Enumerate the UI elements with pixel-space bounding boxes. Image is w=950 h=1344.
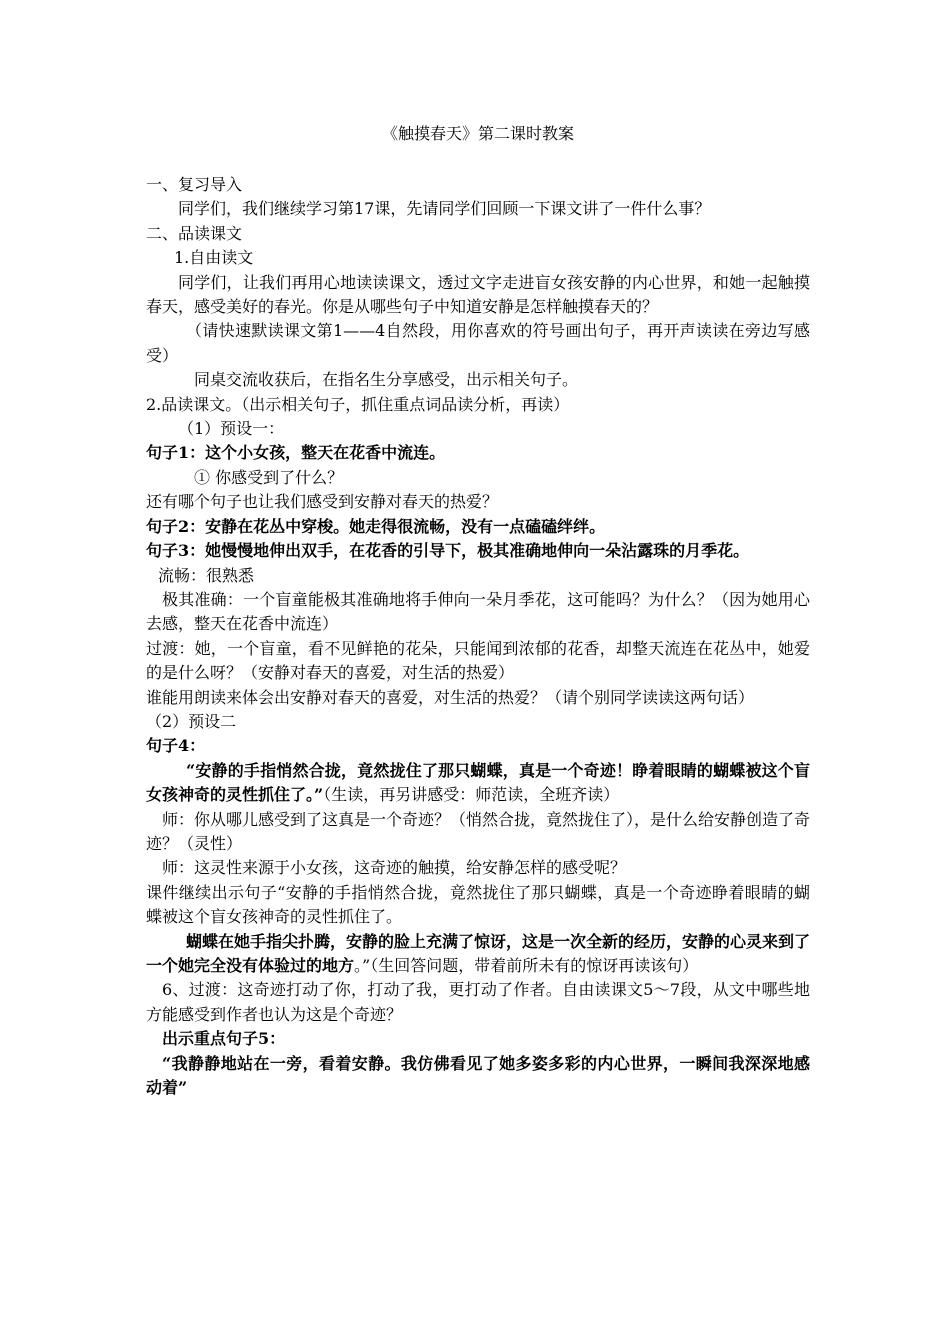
preset-one-label: （1）预设一： [178,419,285,439]
teacher-question-one: 师：你从哪儿感受到了这真是一个奇迹？（悄然合拢，竟然拢住了），是什么给安静创造了奇迹？（灵性） [146,809,811,853]
sentence-one: 句子1：这个小女孩，整天在花香中流连。 [146,443,446,463]
section-heading-reading: 二、品读课文 [146,223,243,243]
reading-aloud-prompt: 谁能用朗读来体会出安静对春天的喜爱，对生活的热爱？（请个别同学读读这两句话） [146,687,755,707]
courseware-sentence: 课件继续出示句子“安静的手指悄然合拢，竟然拢住了那只蝴蝶，真是一个奇迹睁着眼睛的蝴蝶被这个盲女孩神奇的灵性抓住了。 [146,882,810,927]
document-title: 《触摸春天》第二课时教案 [381,124,574,143]
section-heading-review: 一、复习导入 [146,175,243,194]
subheading-free-reading: 1.自由读文 [174,248,254,268]
subheading-close-reading: 2.品读课文。（出示相关句子，抓住重点词品读分析，再读） [146,394,570,414]
transition-one: 过渡：她，一个盲童，看不见鲜艳的花朵，只能闻到浓郁的花香，却整天流连在花丛中，她爱的是什么呀？（安静对春天的喜爱，对生活的热爱） [146,638,810,683]
paragraph-peer-sharing: 同桌交流收获后，在指名生分享感受，出示相关句子。 [194,370,579,390]
teacher-question-two: 师：这灵性来源于小女孩，这奇迹的触摸，给安静怎样的感受呢？ [162,858,627,878]
sentence-two: 句子2：安静在花丛中穿梭。她走得很流畅，没有一点磕磕绊绊。 [146,516,606,536]
butterfly-paragraph [146,930,810,979]
butterfly-text: 蝴蝶在她手指尖扑腾，安静的脸上充满了惊讶，这是一次全新的经历，安静的心灵来到了一个她完全没有体验过的地方 [146,931,811,975]
question-feeling: ① 你感受到了什么？ [194,467,344,487]
butterfly-note: 。”（生回答问题，带着前所未有的惊讶再读该句） [354,956,699,975]
sentence-four [146,759,810,808]
sentence-four-note: （生读，再另讲感受：师范读，全班齐读） [323,785,620,805]
sentence-three: 句子3：她慢慢地伸出双手，在花香的引导下，极其准确地伸向一朵沾露珠的月季花。 [146,541,750,561]
transition-two: 6、过渡：这奇迹打动了你，打动了我，更打动了作者。自由读课文5～7段，从文中哪些地方能感受到作者也认为这是个奇迹？ [146,980,810,1024]
question-other-sentence: 还有哪个句子也让我们感受到安静对春天的热爱？ [146,492,499,512]
preset-two-label: （2）预设二 [146,711,237,731]
paragraph-review-intro: 同学们，我们继续学习第17课，先请同学们回顾一下课文讲了一件什么事？ [178,199,711,219]
sentence-four-text: “安静的手指悄然合拢，竟然拢住了那只蝴蝶，真是一个奇迹！睁着眼睛的蝴蝶被这个盲女孩神奇的灵性抓住了。” [146,760,810,805]
paragraph-free-reading: 同学们，让我们再用心地读读课文，透过文字走进盲女孩安静的内心世界，和她一起触摸春天，感受美好的春光。你是从哪些句子中知道安静是怎样触摸春天的？ [146,272,810,317]
document-page [146,122,810,1100]
paragraph-reading-instruction: （请快速默读课文第1——4自然段，用你喜欢的符号画出句子，再开声读读在旁边写感受） [146,321,810,365]
note-precise: 极其准确：一个盲童能极其准确地将手伸向一朵月季花，这可能吗？为什么？（因为她用心去感，整天在花香中流连） [146,589,810,634]
sentence-five-label: 出示重点句子5： [162,1029,286,1049]
note-fluent: 流畅：很熟悉 [158,565,255,585]
sentence-five: “我静静地站在一旁，看着安静。我仿佛看见了她多姿多彩的内心世界，一瞬间我深深地感动着” [146,1053,810,1098]
sentence-four-label: 句子4： [146,736,206,756]
